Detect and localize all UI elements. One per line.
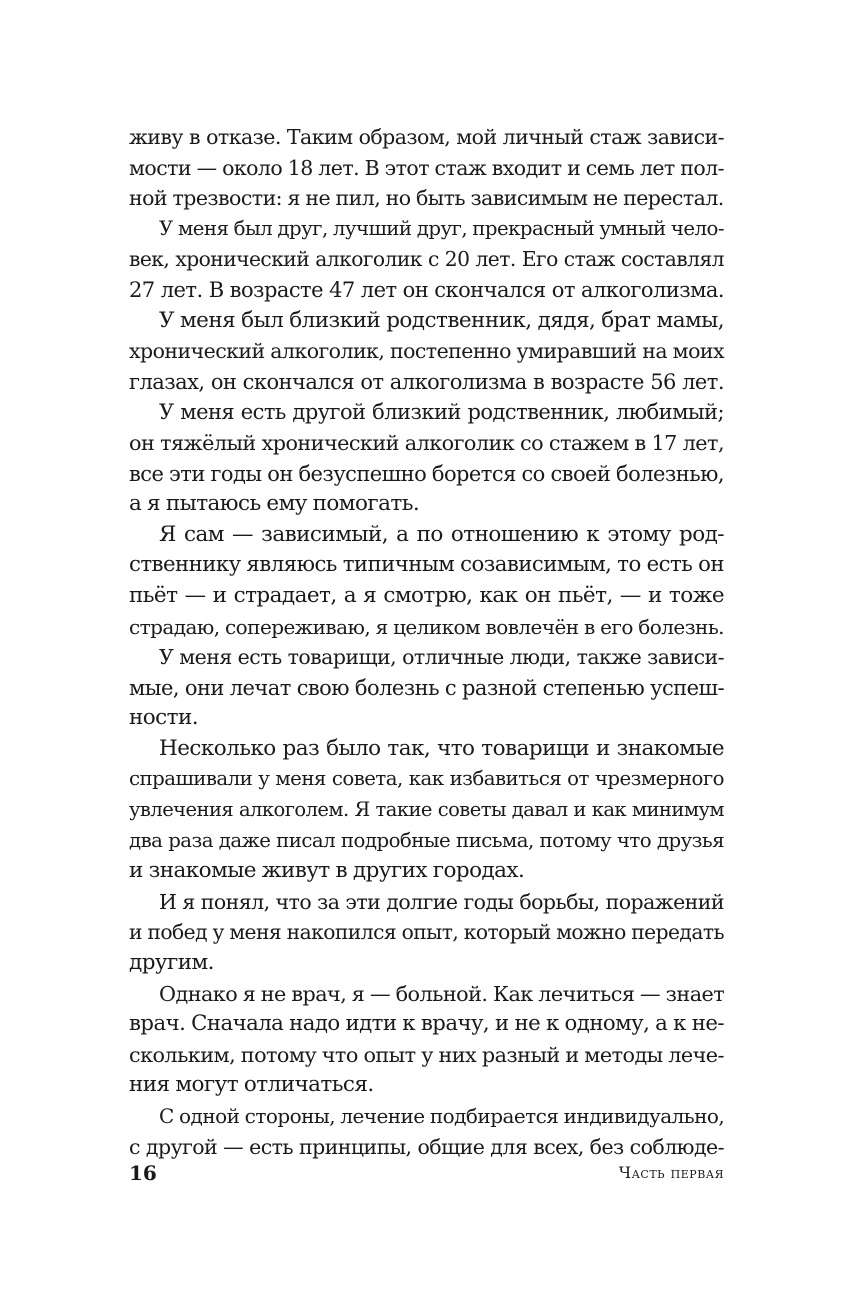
text-line: ной трезвости: я не пил, но быть зависимым не перестал. xyxy=(129,186,724,211)
text-line: С одной стороны, лечение подбирается индивидуально, xyxy=(159,1104,725,1128)
text-line: с другой — есть принципы, общие для всех, без соблюде- xyxy=(129,1134,724,1159)
text-line: Однако я не врач, я — больной. Как лечиться — знает xyxy=(159,981,725,1006)
text-line: пьёт — и страдает, а я смотрю, как он пьёт, — и тоже xyxy=(129,582,724,608)
text-line: ния могут отличаться. xyxy=(129,1072,374,1098)
text-line: мости — около 18 лет. В этот стаж входит и семь лет пол- xyxy=(129,155,724,180)
text-line: 27 лет. В возрасте 47 лет он скончался от алкоголизма. xyxy=(129,277,724,302)
text-line: другим. xyxy=(129,950,214,976)
text-line: спрашивали у меня совета, как избавиться от чрезмерного xyxy=(129,767,724,791)
text-line: У меня есть другой близкий родственник, любимый; xyxy=(159,400,724,425)
text-line: Несколько раз было так, что товарищи и знакомые xyxy=(159,735,724,761)
running-head: Часть первая xyxy=(618,1163,724,1182)
body-text xyxy=(129,122,724,1162)
text-line: и побед у меня накопился опыт, который можно передать xyxy=(129,920,724,945)
page-footer xyxy=(129,1158,724,1188)
text-line: И я понял, что за эти долгие годы борьбы, поражений xyxy=(159,889,724,914)
text-line: ности. xyxy=(129,705,199,731)
text-line: живу в отказе. Таким образом, мой личный стаж зависи- xyxy=(129,125,724,149)
text-line: глазах, он скончался от алкоголизма в возрасте 56 лет. xyxy=(129,369,724,394)
text-line: У меня был близкий родственник, дядя, брат мамы, xyxy=(159,307,724,333)
text-line: два раза даже писал подробные письма, потому что друзья xyxy=(129,828,724,852)
text-line: и знакомые живут в других городах. xyxy=(129,858,525,884)
text-line: скольким, потому что опыт у них разный и методы лече- xyxy=(129,1042,724,1067)
text-line: Я сам — зависимый, а по отношению к этому род- xyxy=(159,521,724,547)
text-line: У меня есть товарищи, отличные люди, также зависи- xyxy=(159,645,724,670)
text-line: все эти годы он безуспешно борется со своей болезнью, xyxy=(129,461,724,486)
text-line: увлечения алкоголем. Я такие советы давал и как минимум xyxy=(129,798,724,822)
page-number: 16 xyxy=(129,1161,157,1185)
text-line: хронический алкоголик, постепенно умиравший на моих xyxy=(129,339,724,364)
text-line: ственнику являюсь типичным созависимым, то есть он xyxy=(129,552,724,578)
text-line: век, хронический алкоголик с 20 лет. Его стаж составлял xyxy=(129,247,724,272)
text-line: страдаю, сопереживаю, я целиком вовлечён в его болезнь. xyxy=(129,614,724,639)
text-line: он тяжёлый хронический алкоголик со стажем в 17 лет, xyxy=(129,430,724,455)
text-line: врач. Сначала надо идти к врачу, и не к одному, а к не- xyxy=(129,1011,724,1037)
text-line: У меня был друг, лучший друг, прекрасный умный чело- xyxy=(159,216,724,240)
text-line: мые, они лечат свою болезнь с разной степенью успеш- xyxy=(129,675,724,700)
text-line: а я пытаюсь ему помогать. xyxy=(129,491,420,517)
